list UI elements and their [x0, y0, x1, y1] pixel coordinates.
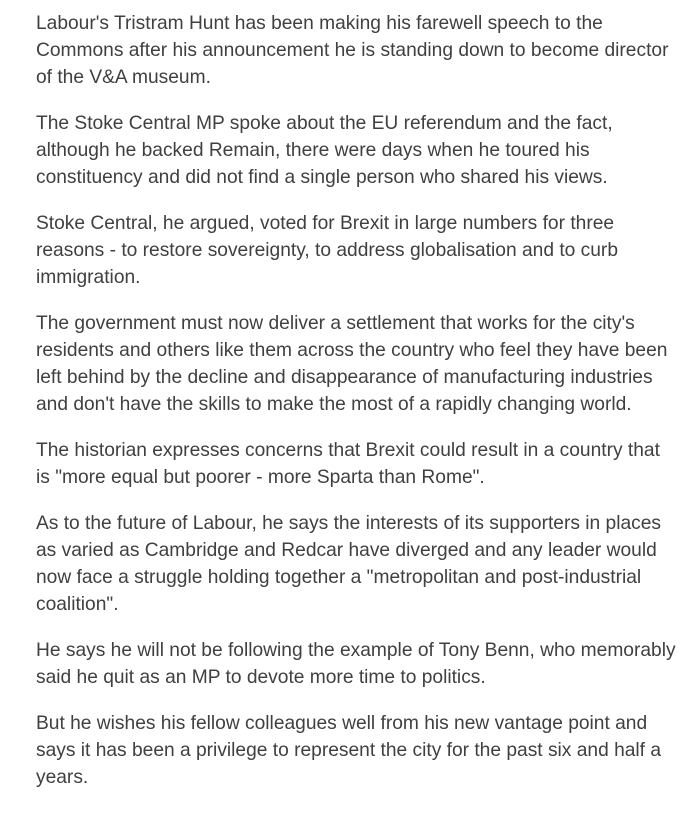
paragraph-eu-referendum: The Stoke Central MP spoke about the EU referendum and the fact, although he backed Remain, there were days when he toured his constituency and did not find a single person who shared his views.	[36, 113, 613, 188]
paragraph-farewell-wishes: But he wishes his fellow colleagues well from his new vantage point and says it has been a privilege to represent the city for the past six and half a years.	[36, 713, 662, 788]
paragraph-brexit-reasons: Stoke Central, he argued, voted for Brexit in large numbers for three reasons - to restore sovereignty, to address globalisation and to curb immigration.	[36, 213, 618, 288]
paragraph-farewell-speech: Labour's Tristram Hunt has been making his farewell speech to the Commons after his announcement he is standing down to become director of the V&A museum.	[36, 13, 669, 88]
paragraph-tony-benn: He says he will not be following the example of Tony Benn, who memorably said he quit as an MP to devote more time to politics.	[36, 640, 676, 688]
paragraph-historian-concerns: The historian expresses concerns that Brexit could result in a country that is "more equal but poorer - more Sparta than Rome".	[36, 440, 660, 488]
paragraph-labour-future: As to the future of Labour, he says the interests of its supporters in places as varied as Cambridge and Redcar have diverged and any leader would now face a struggle holding together a "metropolitan and post-industrial coalition".	[36, 513, 662, 615]
paragraph-government-settlement: The government must now deliver a settlement that works for the city's residents and others like them across the country who feel they have been left behind by the decline and disappearance of manufacturing industries and don't have the skills to make the most of a rapidly changing world.	[36, 313, 668, 415]
